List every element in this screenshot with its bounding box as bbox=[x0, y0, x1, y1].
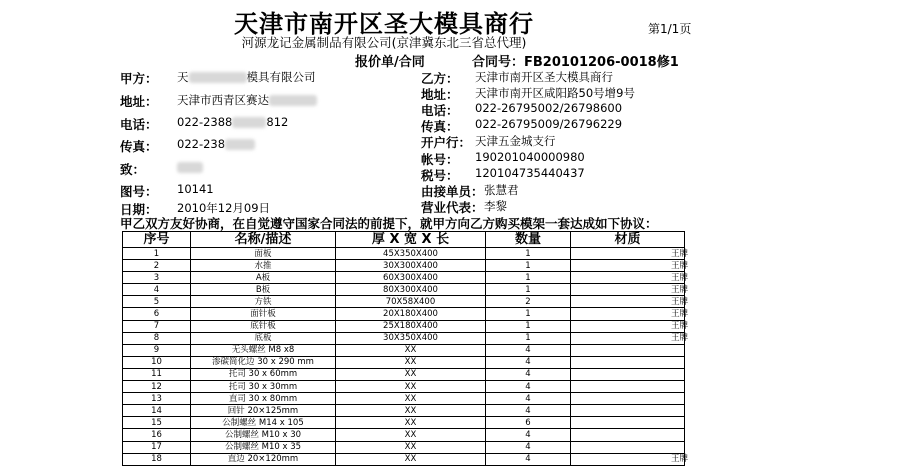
cell-dimensions: 70X58X400 bbox=[336, 296, 486, 308]
account-value: 190201040000980 bbox=[475, 150, 585, 164]
cell-dimensions: XX bbox=[336, 381, 486, 393]
cell-index: 7 bbox=[123, 320, 191, 332]
cell-index: 9 bbox=[123, 344, 191, 356]
cell-material: 王牌 bbox=[571, 332, 685, 344]
cell-index: 16 bbox=[123, 429, 191, 441]
party-b-name: 天津市南开区圣大模具商行 bbox=[475, 70, 613, 84]
cell-quantity: 6 bbox=[486, 417, 571, 429]
cell-material: 王牌 bbox=[571, 308, 685, 320]
table-row bbox=[123, 332, 685, 344]
redacted-blur bbox=[269, 95, 317, 106]
page-number: 第1/1页 bbox=[648, 22, 692, 36]
cell-index: 5 bbox=[123, 296, 191, 308]
party-b-fax: 022-26795009/26796229 bbox=[475, 117, 623, 131]
cell-name: 托司 30 x 60mm bbox=[191, 368, 336, 380]
cell-material bbox=[571, 405, 685, 417]
sales-rep-value: 李黎 bbox=[484, 199, 507, 213]
cell-quantity: 1 bbox=[486, 284, 571, 296]
bank-value: 天津五金城支行 bbox=[475, 134, 556, 148]
redacted-blur bbox=[225, 139, 255, 150]
cell-material: 王牌 bbox=[571, 260, 685, 272]
cell-material: 王牌 bbox=[571, 453, 685, 465]
cell-index: 6 bbox=[123, 308, 191, 320]
redacted-blur bbox=[189, 72, 247, 83]
table-row bbox=[123, 308, 685, 320]
table-header-row bbox=[123, 232, 685, 248]
cell-quantity: 4 bbox=[486, 368, 571, 380]
cell-material: 王牌 bbox=[571, 248, 685, 260]
cell-dimensions: XX bbox=[336, 393, 486, 405]
cell-name: 水推 bbox=[191, 260, 336, 272]
cell-index: 18 bbox=[123, 453, 191, 465]
cell-dimensions: XX bbox=[336, 368, 486, 380]
table-row bbox=[123, 296, 685, 308]
attention-value bbox=[177, 160, 203, 174]
cell-quantity: 4 bbox=[486, 344, 571, 356]
company-subtitle: 河源龙记金属制品有限公司(京津冀东北三省总代理) bbox=[241, 35, 527, 50]
cell-name: 托司 30 x 30mm bbox=[191, 381, 336, 393]
cell-index: 14 bbox=[123, 405, 191, 417]
cell-name: 直边 20×120mm bbox=[191, 453, 336, 465]
cell-material bbox=[571, 393, 685, 405]
cell-dimensions: 30X350X400 bbox=[336, 332, 486, 344]
table-row bbox=[123, 429, 685, 441]
cell-dimensions: XX bbox=[336, 429, 486, 441]
order-taker-value: 张慧君 bbox=[484, 183, 519, 197]
table-row bbox=[123, 260, 685, 272]
party-b-label: 乙方： bbox=[421, 71, 459, 86]
cell-material: 王牌 bbox=[571, 284, 685, 296]
cell-quantity: 4 bbox=[486, 441, 571, 453]
party-a-fax-label: 传真： bbox=[120, 139, 158, 154]
col-header-index: 序号 bbox=[123, 232, 191, 248]
table-row bbox=[123, 320, 685, 332]
party-b-fax-label: 传真： bbox=[421, 119, 459, 134]
cell-quantity: 1 bbox=[486, 308, 571, 320]
table-row bbox=[123, 405, 685, 417]
table-row bbox=[123, 356, 685, 368]
document-type: 报价单/合同 bbox=[355, 55, 425, 70]
cell-name: 底板 bbox=[191, 332, 336, 344]
cell-index: 8 bbox=[123, 332, 191, 344]
party-a-address-label: 地址： bbox=[120, 94, 158, 109]
col-header-dimensions: 厚 X 宽 X 长 bbox=[336, 232, 486, 248]
cell-name: 面针板 bbox=[191, 308, 336, 320]
cell-name: 无头螺丝 M8 x8 bbox=[191, 344, 336, 356]
cell-index: 11 bbox=[123, 368, 191, 380]
contract-number: 合同号：FB20101206-0018修1 bbox=[472, 55, 679, 70]
party-a-phone-label: 电话： bbox=[120, 117, 158, 132]
cell-quantity: 4 bbox=[486, 393, 571, 405]
cell-dimensions: 45X350X400 bbox=[336, 248, 486, 260]
cell-quantity: 1 bbox=[486, 320, 571, 332]
cell-quantity: 1 bbox=[486, 260, 571, 272]
table-row bbox=[123, 368, 685, 380]
cell-name: 公制螺丝 M10 x 30 bbox=[191, 429, 336, 441]
cell-dimensions: 20X180X400 bbox=[336, 308, 486, 320]
items-table bbox=[122, 231, 689, 466]
cell-index: 4 bbox=[123, 284, 191, 296]
tax-no-value: 120104735440437 bbox=[475, 166, 585, 180]
table-body bbox=[123, 248, 689, 466]
cell-name: 底针板 bbox=[191, 320, 336, 332]
table-row bbox=[123, 284, 685, 296]
cell-name: 公制螺丝 M14 x 105 bbox=[191, 417, 336, 429]
cell-quantity: 4 bbox=[486, 405, 571, 417]
company-title: 天津市南开区圣大模具商行 bbox=[234, 9, 534, 38]
party-b-address: 天津市南开区咸阳路50号增9号 bbox=[475, 86, 635, 100]
cell-index: 3 bbox=[123, 272, 191, 284]
cell-material: 王牌 bbox=[571, 272, 685, 284]
cell-quantity: 4 bbox=[486, 453, 571, 465]
table-row bbox=[123, 381, 685, 393]
cell-material bbox=[571, 417, 685, 429]
attention-label: 致： bbox=[120, 162, 146, 177]
cell-material bbox=[571, 356, 685, 368]
table-row bbox=[123, 344, 685, 356]
cell-material: 王牌 bbox=[571, 296, 685, 308]
account-label: 帐号： bbox=[421, 152, 459, 167]
table-row bbox=[123, 248, 685, 260]
agreement-statement: 甲乙双方友好协商，在自觉遵守国家合同法的前提下，就甲方向乙方购买模架一套达成如下协议： bbox=[120, 216, 658, 231]
cell-name: 方铁 bbox=[191, 296, 336, 308]
order-taker-label: 由接单员： bbox=[421, 184, 484, 199]
tax-no-label: 税号： bbox=[421, 168, 459, 183]
cell-quantity: 4 bbox=[486, 429, 571, 441]
bank-label: 开户行： bbox=[421, 135, 472, 150]
cell-index: 1 bbox=[123, 248, 191, 260]
cell-dimensions: XX bbox=[336, 417, 486, 429]
date-label: 日期： bbox=[120, 202, 158, 217]
cell-index: 17 bbox=[123, 441, 191, 453]
cell-dimensions: 30X300X400 bbox=[336, 260, 486, 272]
cell-name: 公制螺丝 M10 x 35 bbox=[191, 441, 336, 453]
cell-material bbox=[571, 441, 685, 453]
party-b-address-label: 地址： bbox=[421, 87, 459, 102]
cell-name: A板 bbox=[191, 272, 336, 284]
drawing-no-label: 图号： bbox=[120, 184, 158, 199]
cell-dimensions: XX bbox=[336, 441, 486, 453]
cell-name: B板 bbox=[191, 284, 336, 296]
cell-index: 12 bbox=[123, 381, 191, 393]
cell-name: 直司 30 x 80mm bbox=[191, 393, 336, 405]
col-header-material: 材质 bbox=[571, 232, 685, 248]
cell-material: 王牌 bbox=[571, 320, 685, 332]
cell-quantity: 2 bbox=[486, 296, 571, 308]
party-a-address: 天津市西青区赛达 bbox=[177, 92, 317, 108]
cell-name: 面板 bbox=[191, 248, 336, 260]
party-a-phone: 022-2388 812 bbox=[177, 115, 289, 129]
table-row bbox=[123, 272, 685, 284]
cell-index: 10 bbox=[123, 356, 191, 368]
party-b-phone: 022-26795002/26798600 bbox=[475, 101, 623, 115]
redacted-blur bbox=[232, 117, 266, 128]
cell-material bbox=[571, 429, 685, 441]
col-header-name: 名称/描述 bbox=[191, 232, 336, 248]
party-a-name: 天 模具有限公司 bbox=[177, 70, 316, 84]
cell-material bbox=[571, 381, 685, 393]
cell-dimensions: XX bbox=[336, 356, 486, 368]
date-value: 2010年12月09日 bbox=[177, 201, 271, 215]
cell-index: 2 bbox=[123, 260, 191, 272]
table-row bbox=[123, 417, 685, 429]
redacted-blur bbox=[177, 162, 203, 173]
cell-name: 回针 20×125mm bbox=[191, 405, 336, 417]
col-header-quantity: 数量 bbox=[486, 232, 571, 248]
table-row bbox=[123, 441, 685, 453]
table-row bbox=[123, 393, 685, 405]
cell-dimensions: 80X300X400 bbox=[336, 284, 486, 296]
party-a-fax: 022-238 bbox=[177, 137, 255, 151]
table-row bbox=[123, 453, 685, 465]
cell-index: 15 bbox=[123, 417, 191, 429]
cell-dimensions: XX bbox=[336, 344, 486, 356]
cell-index: 13 bbox=[123, 393, 191, 405]
cell-quantity: 1 bbox=[486, 332, 571, 344]
cell-dimensions: XX bbox=[336, 453, 486, 465]
cell-material bbox=[571, 344, 685, 356]
party-b-phone-label: 电话： bbox=[421, 103, 459, 118]
cell-quantity: 1 bbox=[486, 248, 571, 260]
cell-name: 渗碳简化边 30 x 290 mm bbox=[191, 356, 336, 368]
cell-quantity: 4 bbox=[486, 356, 571, 368]
cell-dimensions: 25X180X400 bbox=[336, 320, 486, 332]
cell-dimensions: 60X300X400 bbox=[336, 272, 486, 284]
cell-quantity: 1 bbox=[486, 272, 571, 284]
party-a-label: 甲方： bbox=[120, 71, 158, 86]
cell-dimensions: XX bbox=[336, 405, 486, 417]
drawing-no: 10141 bbox=[177, 182, 214, 196]
sales-rep-label: 营业代表： bbox=[421, 200, 484, 215]
cell-material bbox=[571, 368, 685, 380]
cell-quantity: 4 bbox=[486, 381, 571, 393]
